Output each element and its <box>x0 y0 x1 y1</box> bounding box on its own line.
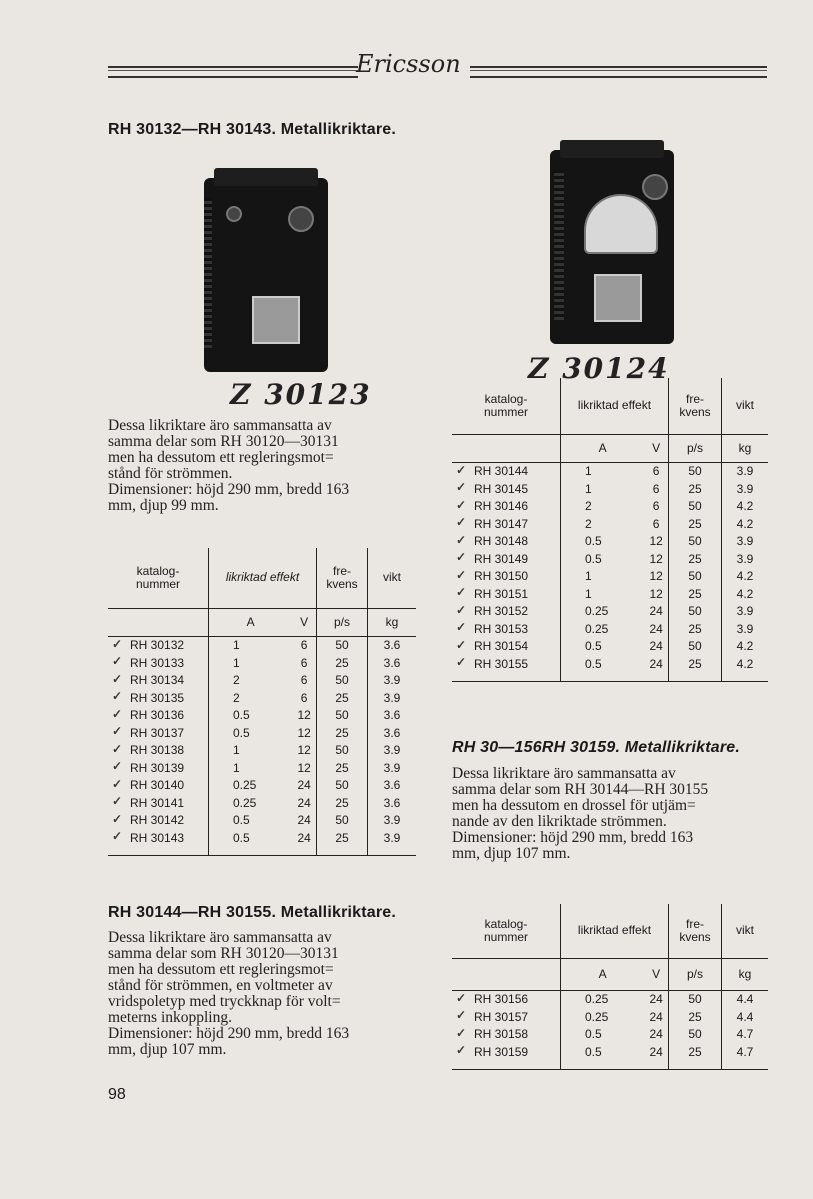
amperage-cell: 2 <box>209 689 293 707</box>
table-row <box>452 585 768 603</box>
voltmeter <box>584 194 658 254</box>
voltage-cell: 6 <box>300 655 308 670</box>
unit-a: A <box>209 608 293 636</box>
voltage-cell: 24 <box>649 1009 663 1024</box>
weight-cell: 3.9 <box>368 812 417 830</box>
check-mark-icon: ✓ <box>456 480 467 494</box>
check-mark-icon: ✓ <box>112 811 123 826</box>
catalog-number-cell: RH 30132 ✓ <box>112 636 185 653</box>
check-mark-icon: ✓ <box>456 1043 467 1057</box>
frequency-cell: 25 <box>669 1043 722 1061</box>
col-catalog: katalog- nummer <box>452 378 561 434</box>
weight-cell: 3.9 <box>722 533 769 551</box>
weight-cell: 3.9 <box>368 672 417 690</box>
frequency-cell: 50 <box>669 533 722 551</box>
amperage-cell: 1 <box>561 462 645 480</box>
amperage-cell: 0.5 <box>561 1043 645 1061</box>
frequency-cell: 50 <box>317 672 368 690</box>
check-mark-icon: ✓ <box>456 1008 467 1022</box>
text-line: mm, djup 99 mm. <box>108 497 219 514</box>
weight-cell: 4.2 <box>722 568 769 586</box>
frequency-cell: 25 <box>669 620 722 638</box>
unit-kg: kg <box>722 434 769 462</box>
catalog-number-cell: RH 30157 ✓ <box>456 1008 529 1024</box>
voltage-cell: 12 <box>297 708 311 723</box>
catalog-number-cell: RH 30141 ✓ <box>112 794 185 810</box>
check-mark-icon: ✓ <box>112 724 123 738</box>
amperage-cell: 0.25 <box>209 777 293 795</box>
catalog-number-cell: RH 30140 ✓ <box>112 776 185 793</box>
voltage-cell: 24 <box>649 604 663 619</box>
handwritten-note-2: Z 30124 <box>528 352 670 385</box>
weight-cell: 3.6 <box>368 794 417 812</box>
catalog-number-cell: RH 30159 ✓ <box>456 1043 529 1059</box>
amperage-cell: 0.25 <box>561 620 645 638</box>
weight-cell: 3.6 <box>368 777 417 795</box>
voltage-cell: 24 <box>649 1027 663 1042</box>
catalog-number-cell: RH 30158 ✓ <box>456 1025 529 1042</box>
table-row <box>452 655 768 673</box>
catalog-number-cell: RH 30150 ✓ <box>456 567 529 584</box>
frequency-cell: 50 <box>669 638 722 656</box>
table-row <box>452 1043 768 1061</box>
table-row <box>452 620 768 638</box>
frequency-cell: 25 <box>669 585 722 603</box>
weight-cell: 3.9 <box>368 742 417 760</box>
table-row <box>452 638 768 656</box>
catalog-number-cell: RH 30156 ✓ <box>456 990 529 1007</box>
table-row <box>108 812 416 830</box>
amperage-cell: 0.5 <box>561 638 645 656</box>
text-line: Dimensioner: höjd 290 mm, bredd 163 <box>108 481 350 498</box>
voltage-cell: 24 <box>649 992 663 1007</box>
table-row <box>108 829 416 847</box>
amperage-cell: 2 <box>561 498 645 516</box>
check-mark-icon: ✓ <box>112 759 123 773</box>
check-mark-icon: ✓ <box>456 497 467 512</box>
text-line: stånd för strömmen, en voltmeter av <box>108 977 333 994</box>
weight-cell: 3.6 <box>368 707 417 725</box>
frequency-cell: 50 <box>669 568 722 586</box>
text-line: men ha dessutom en drossel för utjäm= <box>452 797 696 814</box>
amperage-cell: 1 <box>561 480 645 498</box>
text-line: men ha dessutom ett regleringsmot= <box>108 961 334 978</box>
side-grille <box>554 170 564 320</box>
catalog-number-cell: RH 30139 ✓ <box>112 759 185 775</box>
weight-cell: 4.2 <box>722 585 769 603</box>
table-row <box>108 707 416 725</box>
text-line: Dessa likriktare äro sammansatta av <box>452 765 676 782</box>
text-line: samma delar som RH 30120—30131 <box>108 945 339 962</box>
table-row <box>452 1008 768 1026</box>
amperage-cell: 0.5 <box>561 655 645 673</box>
text-line: mm, djup 107 mm. <box>108 1041 227 1058</box>
amperage-cell: 0.5 <box>209 724 293 742</box>
weight-cell: 3.6 <box>368 724 417 742</box>
handwritten-note-1: Z 30123 <box>230 378 372 411</box>
text-line: nande av den likriktade strömmen. <box>452 813 667 830</box>
col-catalog: katalog- nummer <box>452 904 561 958</box>
table-row <box>452 550 768 568</box>
dial-icon <box>642 174 668 200</box>
text-line: Dessa likriktare äro sammansatta av <box>108 417 332 434</box>
amperage-cell: 1 <box>561 568 645 586</box>
voltage-cell: 12 <box>297 743 311 758</box>
weight-cell: 4.2 <box>722 515 769 533</box>
catalog-number-cell: RH 30134 ✓ <box>112 671 185 688</box>
check-mark-icon: ✓ <box>456 602 467 617</box>
voltage-cell: 24 <box>297 813 311 828</box>
voltage-cell: 6 <box>652 516 660 531</box>
frequency-cell: 50 <box>317 742 368 760</box>
frequency-cell: 25 <box>317 794 368 812</box>
device-photo-1 <box>204 178 328 372</box>
frequency-cell: 25 <box>317 689 368 707</box>
table-row <box>452 462 768 480</box>
table-row <box>108 724 416 742</box>
check-mark-icon: ✓ <box>112 654 123 668</box>
frequency-cell: 50 <box>669 462 722 480</box>
check-mark-icon: ✓ <box>112 794 123 808</box>
voltage-cell: 24 <box>649 1044 663 1059</box>
text-line: stånd för strömmen. <box>108 465 233 482</box>
frequency-cell: 25 <box>317 654 368 672</box>
catalog-number-cell: RH 30142 ✓ <box>112 811 185 828</box>
voltage-cell: 12 <box>649 569 663 584</box>
frequency-cell: 50 <box>317 707 368 725</box>
text-line: Dimensioner: höjd 290 mm, bredd 163 <box>108 1025 350 1042</box>
check-mark-icon: ✓ <box>112 741 123 756</box>
frequency-cell: 50 <box>669 498 722 516</box>
section2-heading: RH 30144—RH 30155. Metallikriktare. <box>108 904 397 921</box>
frequency-cell: 50 <box>669 990 722 1008</box>
col-frequency: fre- kvens <box>669 904 722 958</box>
amperage-cell: 0.25 <box>561 990 645 1008</box>
amperage-cell: 0.5 <box>209 812 293 830</box>
catalog-number-cell: RH 30137 ✓ <box>112 724 185 740</box>
amperage-cell: 0.25 <box>561 603 645 621</box>
weight-cell: 4.2 <box>722 638 769 656</box>
amperage-cell: 1 <box>209 759 293 777</box>
voltage-cell: 12 <box>649 551 663 566</box>
dial-icon <box>288 206 314 232</box>
col-frequency: fre- kvens <box>317 548 368 608</box>
amperage-cell: 1 <box>209 742 293 760</box>
page-number: 98 <box>108 1086 126 1103</box>
weight-cell: 4.2 <box>722 655 769 673</box>
table-row <box>452 498 768 516</box>
col-frequency: fre- kvens <box>669 378 722 434</box>
voltage-cell: 24 <box>649 656 663 671</box>
weight-cell: 3.9 <box>368 759 417 777</box>
table-row <box>108 794 416 812</box>
check-mark-icon: ✓ <box>112 671 123 686</box>
amperage-cell: 0.5 <box>561 1026 645 1044</box>
dial-icon <box>226 206 242 222</box>
voltage-cell: 6 <box>300 673 308 688</box>
unit-freq: p/s <box>669 958 722 990</box>
voltage-cell: 12 <box>649 586 663 601</box>
unit-v: V <box>292 608 316 636</box>
text-line: samma delar som RH 30144—RH 30155 <box>452 781 709 798</box>
side-grille <box>204 198 212 348</box>
voltage-cell: 12 <box>297 760 311 775</box>
check-mark-icon: ✓ <box>456 1025 467 1040</box>
catalog-number-cell: RH 30149 ✓ <box>456 550 529 566</box>
voltage-cell: 6 <box>652 464 660 479</box>
amperage-cell: 0.5 <box>561 533 645 551</box>
frequency-cell: 25 <box>669 550 722 568</box>
check-mark-icon: ✓ <box>456 550 467 564</box>
voltage-cell: 24 <box>297 830 311 845</box>
text-line: Dessa likriktare äro sammansatta av <box>108 929 332 946</box>
voltage-cell: 6 <box>652 481 660 496</box>
frequency-cell: 50 <box>317 777 368 795</box>
amperage-cell: 1 <box>209 636 293 654</box>
weight-cell: 4.2 <box>722 498 769 516</box>
frequency-cell: 25 <box>669 515 722 533</box>
section1-heading: RH 30132—RH 30143. Metallikriktare. <box>108 121 397 138</box>
text-line: men ha dessutom ett regleringsmot= <box>108 449 334 466</box>
frequency-cell: 25 <box>669 655 722 673</box>
voltage-cell: 24 <box>649 639 663 654</box>
frequency-cell: 50 <box>669 603 722 621</box>
amperage-cell: 1 <box>561 585 645 603</box>
amperage-cell: 0.5 <box>209 829 293 847</box>
check-mark-icon: ✓ <box>456 567 467 582</box>
unit-kg: kg <box>722 958 769 990</box>
amperage-cell: 0.25 <box>561 1008 645 1026</box>
weight-cell: 4.4 <box>722 1008 769 1026</box>
amperage-cell: 2 <box>209 672 293 690</box>
catalog-number-cell: RH 30151 ✓ <box>456 585 529 601</box>
amperage-cell: 0.5 <box>561 550 645 568</box>
table-row <box>452 515 768 533</box>
weight-cell: 3.6 <box>368 636 417 654</box>
table-row <box>108 742 416 760</box>
weight-cell: 3.6 <box>368 654 417 672</box>
weight-cell: 3.9 <box>722 603 769 621</box>
table-row <box>452 1026 768 1044</box>
frequency-cell: 25 <box>669 1008 722 1026</box>
check-mark-icon: ✓ <box>112 689 123 703</box>
table-row <box>108 672 416 690</box>
weight-cell: 4.7 <box>722 1026 769 1044</box>
amperage-cell: 1 <box>209 654 293 672</box>
unit-a: A <box>561 958 645 990</box>
check-mark-icon: ✓ <box>112 829 123 843</box>
unit-freq: p/s <box>669 434 722 462</box>
brand-logo: Ericsson <box>356 50 461 78</box>
unit-v: V <box>644 958 668 990</box>
section2-paragraph <box>108 930 428 1058</box>
table-row <box>452 568 768 586</box>
frequency-cell: 25 <box>317 829 368 847</box>
check-mark-icon: ✓ <box>456 585 467 599</box>
col-weight: vikt <box>722 378 769 434</box>
frequency-cell: 50 <box>317 812 368 830</box>
col-weight: vikt <box>368 548 417 608</box>
text-line: meterns inkoppling. <box>108 1009 232 1026</box>
device-photo-2 <box>550 150 674 344</box>
weight-cell: 3.9 <box>722 480 769 498</box>
voltage-cell: 12 <box>649 534 663 549</box>
table-row <box>452 990 768 1008</box>
frequency-cell: 50 <box>317 636 368 654</box>
header-rule-right <box>470 66 767 78</box>
section3-heading: RH 30—156RH 30159. Metallikriktare. <box>452 739 741 756</box>
catalog-number-cell: RH 30148 ✓ <box>456 532 529 549</box>
catalog-number-cell: RH 30147 ✓ <box>456 515 529 531</box>
catalog-number-cell: RH 30144 ✓ <box>456 462 529 479</box>
catalog-number-cell: RH 30135 ✓ <box>112 689 185 705</box>
unit-a: A <box>561 434 645 462</box>
col-rectified: likriktad effekt <box>561 904 669 958</box>
table-row <box>452 533 768 551</box>
voltage-cell: 24 <box>297 778 311 793</box>
table-footer <box>108 847 416 856</box>
voltage-cell: 24 <box>649 621 663 636</box>
amperage-cell: 0.25 <box>209 794 293 812</box>
weight-cell: 3.9 <box>722 462 769 480</box>
check-mark-icon: ✓ <box>112 706 123 721</box>
table-footer <box>452 673 768 682</box>
catalog-number-cell: RH 30155 ✓ <box>456 655 529 671</box>
check-mark-icon: ✓ <box>456 637 467 652</box>
table-row <box>108 636 416 654</box>
table-row <box>108 759 416 777</box>
catalog-number-cell: RH 30152 ✓ <box>456 602 529 619</box>
check-mark-icon: ✓ <box>456 990 467 1005</box>
table-row <box>108 689 416 707</box>
check-mark-icon: ✓ <box>456 655 467 669</box>
check-mark-icon: ✓ <box>456 462 467 477</box>
spec-table-1 <box>108 548 416 856</box>
table-row <box>452 603 768 621</box>
catalog-number-cell: RH 30143 ✓ <box>112 829 185 845</box>
unit-kg: kg <box>368 608 417 636</box>
header-rule-left <box>108 66 358 78</box>
check-mark-icon: ✓ <box>456 532 467 547</box>
text-line: vridspoletyp med tryckknap för volt= <box>108 993 341 1010</box>
nameplate <box>594 274 642 322</box>
frequency-cell: 25 <box>317 759 368 777</box>
voltage-cell: 12 <box>297 725 311 740</box>
col-catalog: katalog- nummer <box>108 548 209 608</box>
catalog-number-cell: RH 30133 ✓ <box>112 654 185 670</box>
spec-table-2 <box>452 378 768 682</box>
voltage-cell: 6 <box>300 638 308 653</box>
table-row <box>108 654 416 672</box>
voltage-cell: 24 <box>297 795 311 810</box>
col-weight: vikt <box>722 904 769 958</box>
frequency-cell: 25 <box>317 724 368 742</box>
voltage-cell: 6 <box>652 499 660 514</box>
section3-paragraph <box>452 766 772 862</box>
weight-cell: 3.9 <box>368 829 417 847</box>
check-mark-icon: ✓ <box>456 620 467 634</box>
check-mark-icon: ✓ <box>112 636 123 651</box>
weight-cell: 4.7 <box>722 1043 769 1061</box>
text-line: Dimensioner: höjd 290 mm, bredd 163 <box>452 829 694 846</box>
table-row <box>452 480 768 498</box>
col-rectified: likriktad effekt <box>561 378 669 434</box>
spec-table-3 <box>452 904 768 1070</box>
table-row <box>108 777 416 795</box>
weight-cell: 3.9 <box>722 550 769 568</box>
amperage-cell: 2 <box>561 515 645 533</box>
check-mark-icon: ✓ <box>112 776 123 791</box>
col-rectified: likriktad effekt <box>209 548 317 608</box>
catalog-number-cell: RH 30154 ✓ <box>456 637 529 654</box>
frequency-cell: 25 <box>669 480 722 498</box>
frequency-cell: 50 <box>669 1026 722 1044</box>
text-line: samma delar som RH 30120—30131 <box>108 433 339 450</box>
voltage-cell: 6 <box>300 690 308 705</box>
catalog-number-cell: RH 30145 ✓ <box>456 480 529 496</box>
catalog-number-cell: RH 30153 ✓ <box>456 620 529 636</box>
check-mark-icon: ✓ <box>456 515 467 529</box>
weight-cell: 3.9 <box>368 689 417 707</box>
weight-cell: 4.4 <box>722 990 769 1008</box>
unit-v: V <box>644 434 668 462</box>
catalog-number-cell: RH 30146 ✓ <box>456 497 529 514</box>
amperage-cell: 0.5 <box>209 707 293 725</box>
weight-cell: 3.9 <box>722 620 769 638</box>
text-line: mm, djup 107 mm. <box>452 845 571 862</box>
nameplate <box>252 296 300 344</box>
section1-paragraph <box>108 418 438 514</box>
catalog-number-cell: RH 30136 ✓ <box>112 706 185 723</box>
unit-freq: p/s <box>317 608 368 636</box>
table-footer <box>452 1061 768 1070</box>
catalog-number-cell: RH 30138 ✓ <box>112 741 185 758</box>
